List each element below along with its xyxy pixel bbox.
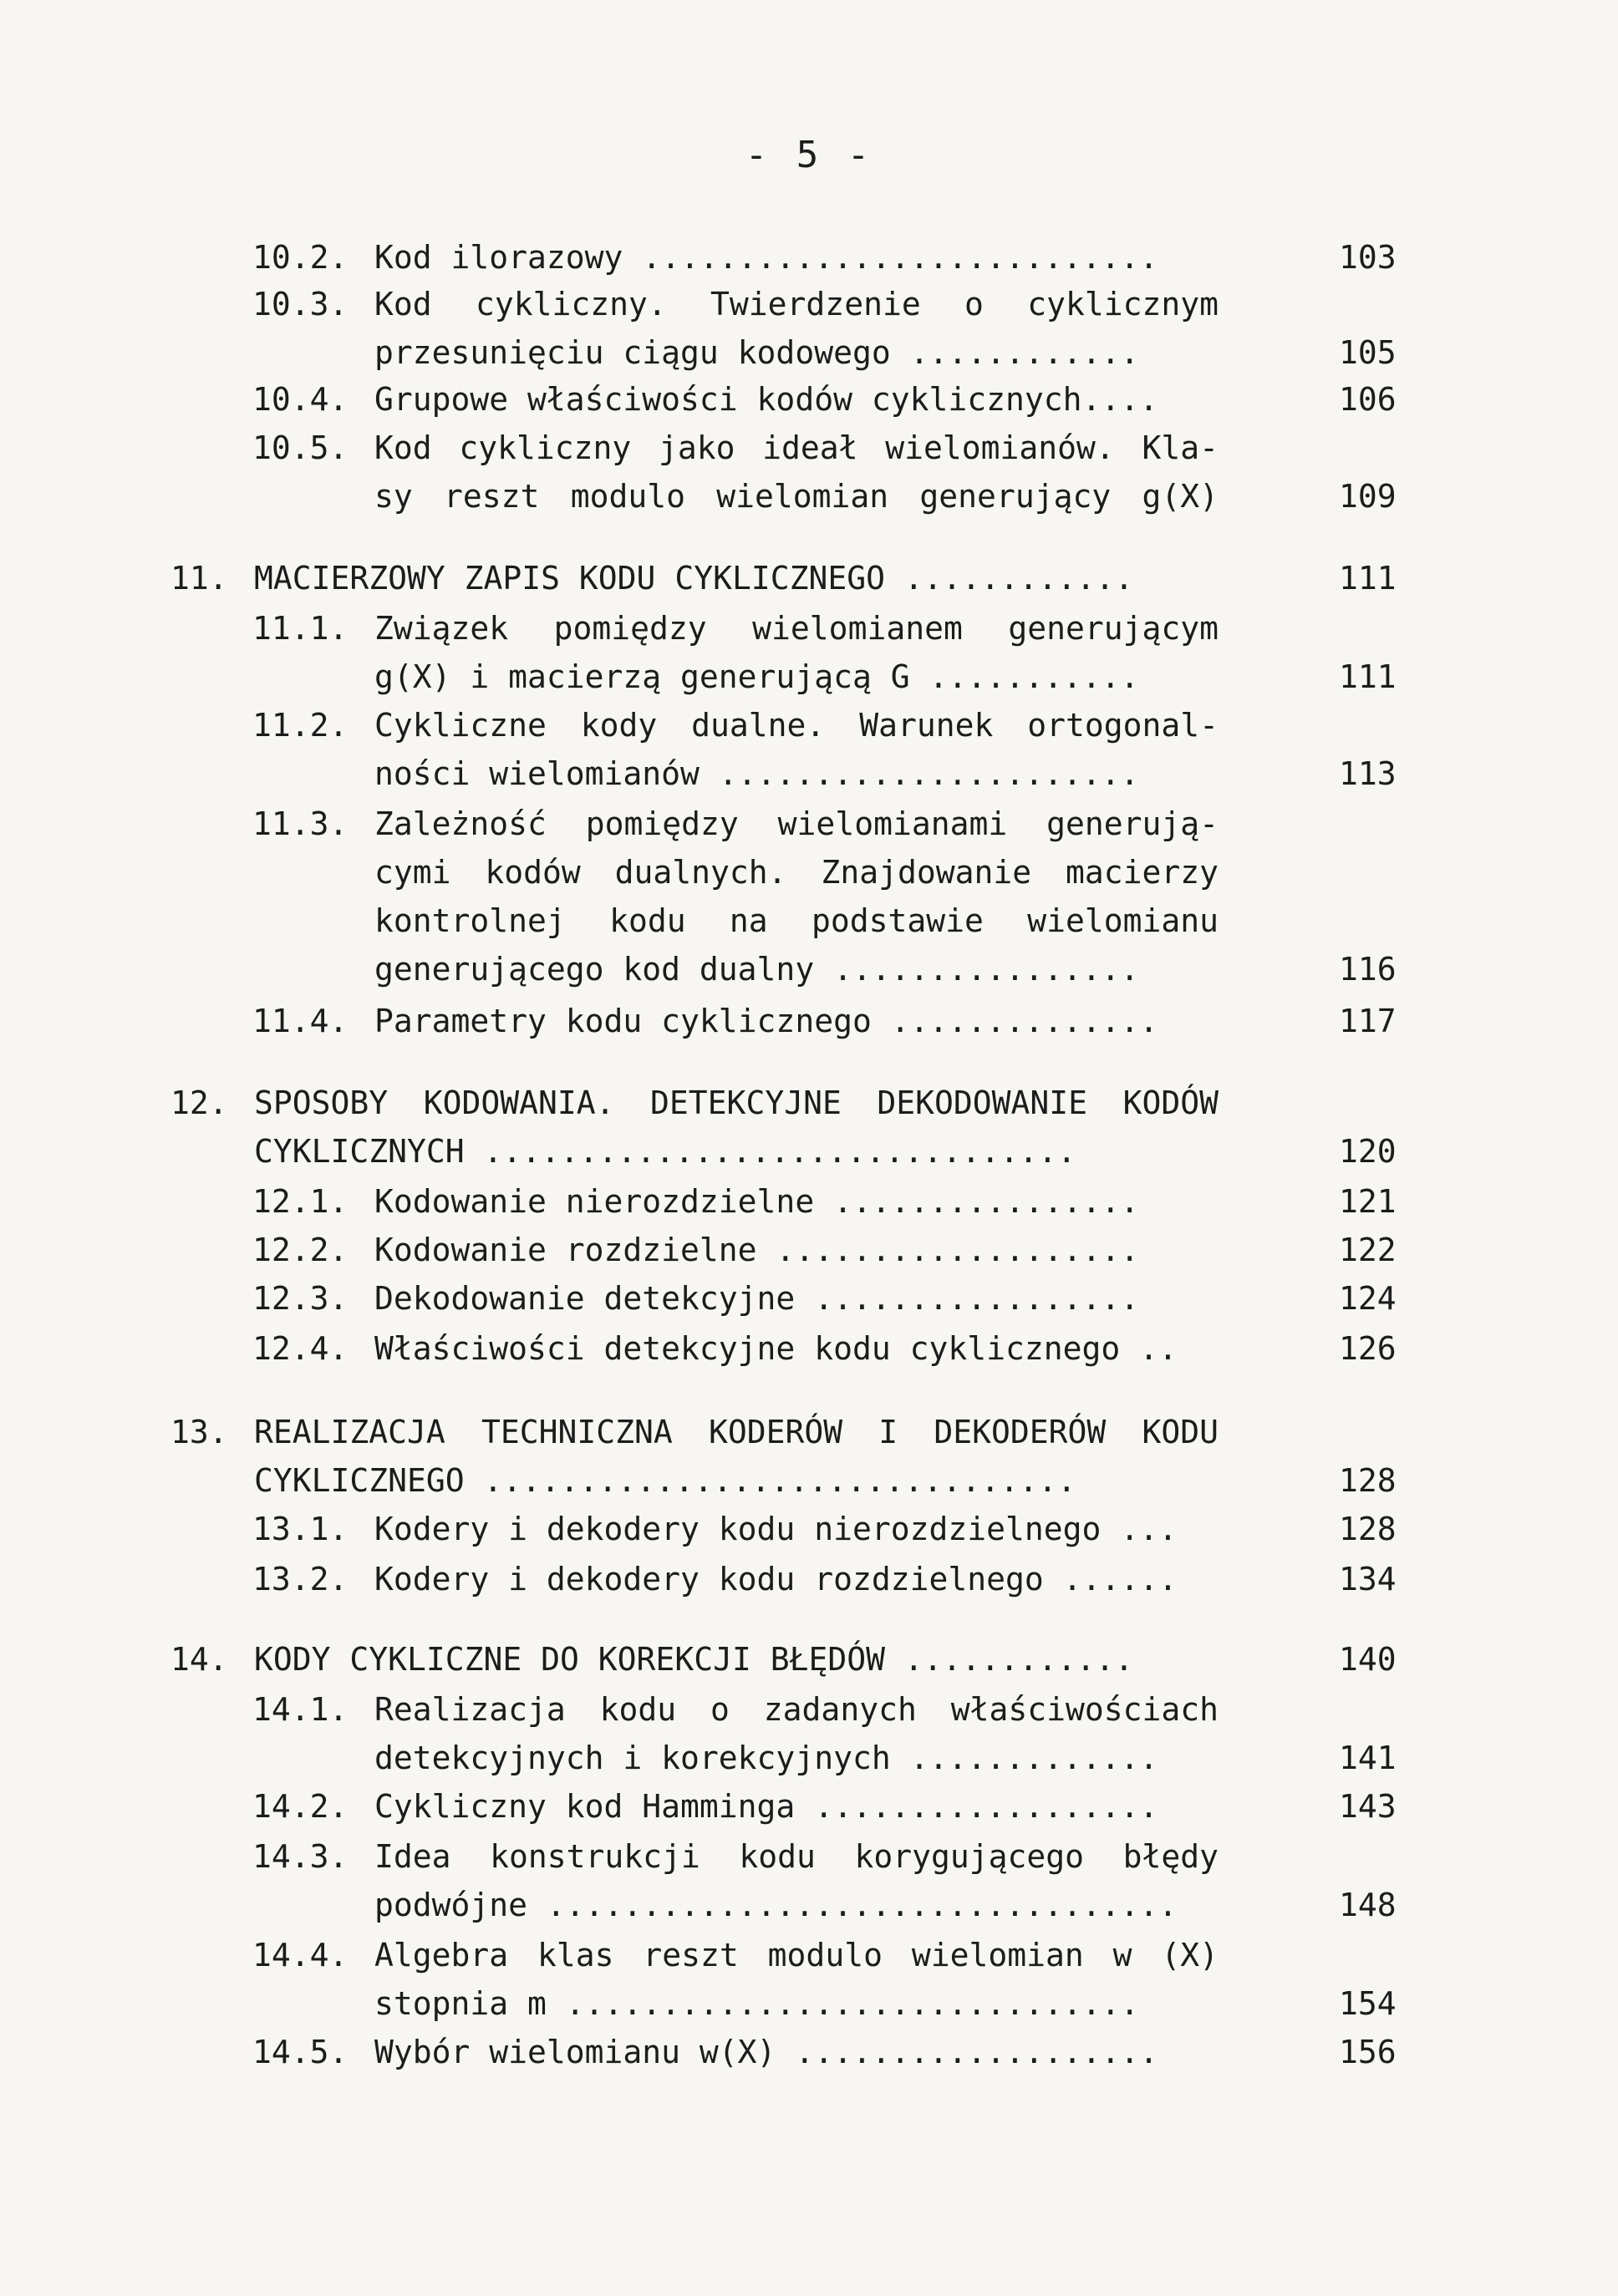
entry-title: Grupowe właściwości kodów cyklicznych....	[374, 381, 1158, 418]
entry-number: 11.2.	[252, 707, 349, 744]
chapter-title: REALIZACJA TECHNICZNA KODERÓW I DEKODERÓW KODU	[254, 1414, 1219, 1450]
entry-number: 11.3.	[252, 805, 349, 842]
entry-page: 140	[1339, 1641, 1397, 1678]
entry-page: 113	[1339, 755, 1397, 792]
entry-title: Algebra klas reszt modulo wielomian w (X)	[374, 1937, 1219, 1973]
chapter-title: SPOSOBY KODOWANIA. DETEKCYJNE DEKODOWANIE KODÓW	[254, 1085, 1219, 1121]
chapter-title: MACIERZOWY ZAPIS KODU CYKLICZNEGO ............	[254, 560, 1134, 597]
entry-page: 105	[1339, 334, 1397, 371]
entry-number: 12.4.	[252, 1330, 349, 1367]
entry-title: Wybór wielomianu w(X) ...................	[374, 2034, 1158, 2070]
entry-title: Związek pomiędzy wielomianem generującym	[374, 610, 1219, 647]
entry-title: Kodery i dekodery kodu rozdzielnego ......	[374, 1561, 1178, 1598]
entry-page: 128	[1339, 1511, 1397, 1547]
entry-number: 14.3.	[252, 1838, 349, 1875]
entry-title: Cykliczne kody dualne. Warunek ortogonal-	[374, 707, 1219, 744]
entry-title: Realizacja kodu o zadanych właściwościach	[374, 1691, 1219, 1728]
entry-title: Idea konstrukcji kodu korygującego błędy	[374, 1838, 1219, 1875]
entry-number: 11.1.	[252, 610, 349, 647]
entry-number: 14.5.	[252, 2034, 349, 2070]
entry-title-cont: kontrolnej kodu na podstawie wielomianu	[374, 902, 1219, 939]
page-number: - 5 -	[745, 134, 873, 176]
entry-page: 103	[1339, 239, 1397, 276]
entry-title: Kod cykliczny jako ideał wielomianów. Kla-	[374, 429, 1219, 466]
entry-title-cont: sy reszt modulo wielomian generujący g(X)	[374, 478, 1219, 515]
entry-page: 126	[1339, 1330, 1397, 1367]
entry-number: 12.2.	[252, 1232, 349, 1268]
entry-title-cont: cymi kodów dualnych. Znajdowanie macierzy	[374, 854, 1219, 891]
entry-page: 111	[1339, 560, 1397, 597]
entry-title: Dekodowanie detekcyjne .................	[374, 1280, 1140, 1317]
entry-number: 12.1.	[252, 1183, 349, 1220]
entry-number: 10.5.	[252, 429, 349, 466]
entry-page: 156	[1339, 2034, 1397, 2070]
entry-title-cont: generującego kod dualny ................	[374, 951, 1140, 988]
entry-title-cont: detekcyjnych i korekcyjnych .............	[374, 1740, 1158, 1776]
entry-title: Parametry kodu cyklicznego ..............	[374, 1003, 1158, 1039]
entry-title-cont: ności wielomianów ......................	[374, 755, 1140, 792]
chapter-number: 13.	[170, 1414, 228, 1450]
entry-title: Kodowanie rozdzielne ...................	[374, 1232, 1140, 1268]
entry-page: 141	[1339, 1740, 1397, 1776]
entry-page: 134	[1339, 1561, 1397, 1598]
entry-page: 109	[1339, 478, 1397, 515]
entry-page: 120	[1339, 1133, 1397, 1170]
entry-number: 10.3.	[252, 286, 349, 323]
entry-page: 116	[1339, 951, 1397, 988]
entry-number: 13.2.	[252, 1561, 349, 1598]
entry-number: 13.1.	[252, 1511, 349, 1547]
entry-page: 154	[1339, 1985, 1397, 2022]
chapter-title-cont: CYKLICZNYCH ...............................	[254, 1133, 1076, 1170]
entry-title: Właściwości detekcyjne kodu cyklicznego ..	[374, 1330, 1178, 1367]
entry-title-cont: stopnia m ..............................	[374, 1985, 1140, 2022]
entry-page: 128	[1339, 1462, 1397, 1499]
entry-number: 14.1.	[252, 1691, 349, 1728]
entry-page: 122	[1339, 1232, 1397, 1268]
entry-title: Kodery i dekodery kodu nierozdzielnego ...	[374, 1511, 1178, 1547]
chapter-number: 14.	[170, 1641, 228, 1678]
entry-number: 12.3.	[252, 1280, 349, 1317]
entry-page: 124	[1339, 1280, 1397, 1317]
entry-number: 10.2.	[252, 239, 349, 276]
entry-page: 148	[1339, 1887, 1397, 1923]
chapter-title: KODY CYKLICZNE DO KOREKCJI BŁĘDÓW ............	[254, 1641, 1134, 1678]
entry-title: Zależność pomiędzy wielomianami generują-	[374, 805, 1219, 842]
chapter-number: 11.	[170, 560, 228, 597]
entry-page: 143	[1339, 1788, 1397, 1825]
entry-title: Kod ilorazowy ...........................	[374, 239, 1158, 276]
entry-title-cont: g(X) i macierzą generującą G ...........	[374, 658, 1140, 695]
entry-title: Kod cykliczny. Twierdzenie o cyklicznym	[374, 286, 1219, 323]
entry-number: 14.4.	[252, 1937, 349, 1973]
chapter-number: 12.	[170, 1085, 228, 1121]
entry-page: 121	[1339, 1183, 1397, 1220]
entry-number: 10.4.	[252, 381, 349, 418]
entry-page: 106	[1339, 381, 1397, 418]
entry-title: Kodowanie nierozdzielne ................	[374, 1183, 1140, 1220]
entry-page: 117	[1339, 1003, 1397, 1039]
entry-number: 14.2.	[252, 1788, 349, 1825]
entry-title-cont: przesunięciu ciągu kodowego ............	[374, 334, 1140, 371]
entry-number: 11.4.	[252, 1003, 349, 1039]
entry-page: 111	[1339, 658, 1397, 695]
entry-title-cont: podwójne .................................	[374, 1887, 1178, 1923]
entry-title: Cykliczny kod Hamminga ..................	[374, 1788, 1158, 1825]
chapter-title-cont: CYKLICZNEGO ...............................	[254, 1462, 1076, 1499]
